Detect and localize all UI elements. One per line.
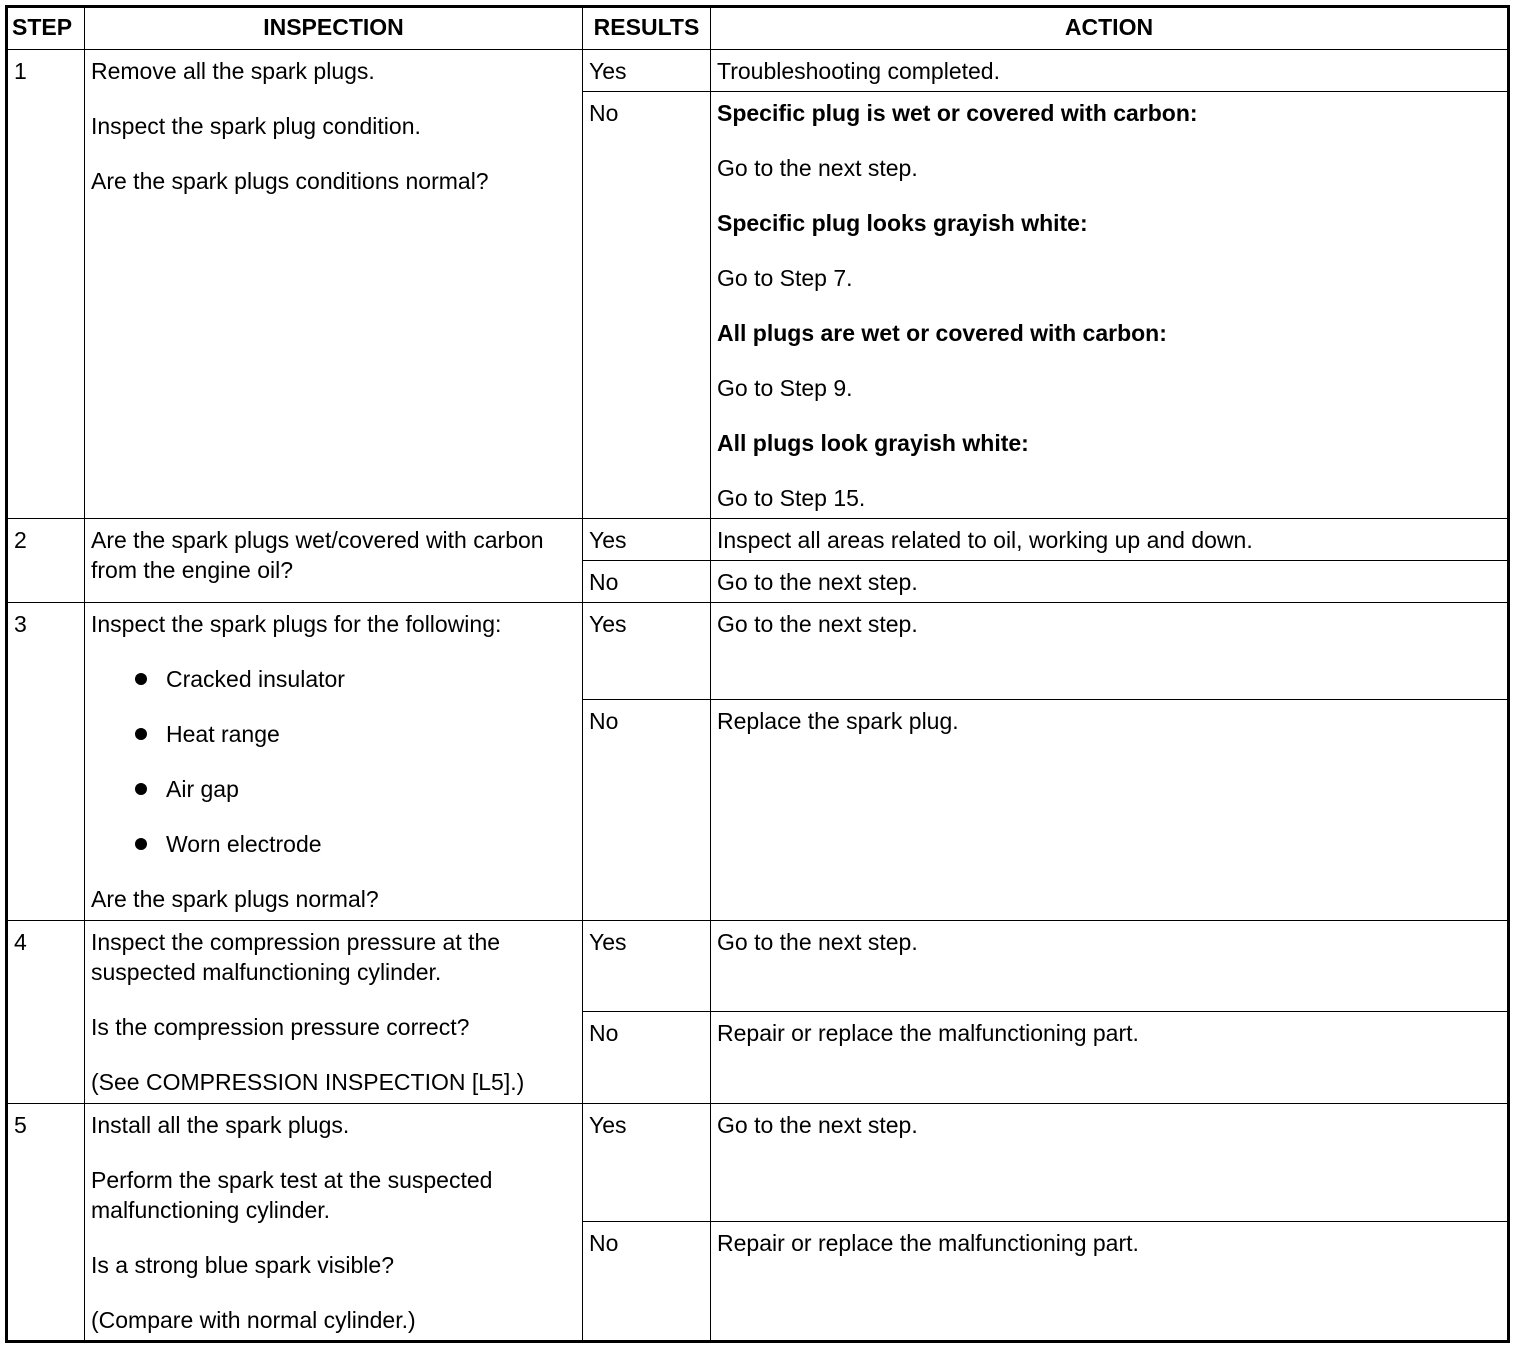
inspection-text: Inspect the spark plugs for the following: [91, 611, 502, 637]
condition-action: Go to Step 15. [717, 485, 866, 511]
list-item: Cracked insulator [135, 664, 576, 694]
header-action: ACTION [711, 7, 1509, 50]
result-yes: Yes [583, 50, 711, 92]
result-yes: Yes [583, 1104, 711, 1222]
inspection-text: Are the spark plugs normal? [91, 886, 379, 912]
list-item: Worn electrode [135, 829, 576, 859]
inspection-text: Inspect the spark plug condition. [91, 113, 421, 139]
condition-action: Go to Step 7. [717, 265, 853, 291]
step-2-yes-row [7, 519, 1509, 561]
inspection-text: Are the spark plugs conditions normal? [91, 168, 489, 194]
condition-heading: All plugs are wet or covered with carbon: [717, 320, 1167, 346]
list-item: Air gap [135, 774, 576, 804]
inspection-text: Are the spark plugs wet/covered with carbon from the engine oil? [91, 527, 544, 583]
result-no: No [583, 1012, 711, 1104]
condition-action: Go to Step 9. [717, 375, 853, 401]
step-4-yes-row [7, 921, 1509, 1012]
step-number: 5 [7, 1104, 85, 1342]
result-yes: Yes [583, 603, 711, 700]
list-item: Heat range [135, 719, 576, 749]
action-yes: Go to the next step. [711, 603, 1509, 700]
action-no [711, 92, 1509, 519]
inspection-text: Is the compression pressure correct? [91, 1014, 470, 1040]
result-no: No [583, 92, 711, 519]
troubleshooting-table [5, 5, 1510, 1343]
step-5-inspection [85, 1104, 583, 1342]
header-step: STEP [7, 7, 85, 50]
condition-heading: Specific plug is wet or covered with carbon: [717, 100, 1198, 126]
step-number: 1 [7, 50, 85, 519]
result-yes: Yes [583, 921, 711, 1012]
inspection-text: Is a strong blue spark visible? [91, 1252, 394, 1278]
step-2-inspection [85, 519, 583, 603]
step-1-yes-row [7, 50, 1509, 92]
action-no: Repair or replace the malfunctioning part. [711, 1012, 1509, 1104]
action-no: Replace the spark plug. [711, 700, 1509, 921]
result-yes: Yes [583, 519, 711, 561]
check-list [91, 664, 576, 859]
step-number: 2 [7, 519, 85, 603]
condition-heading: Specific plug looks grayish white: [717, 210, 1088, 236]
header-results: RESULTS [583, 7, 711, 50]
inspection-text: Install all the spark plugs. [91, 1112, 350, 1138]
action-yes: Go to the next step. [711, 1104, 1509, 1222]
result-no: No [583, 700, 711, 921]
action-yes: Go to the next step. [711, 921, 1509, 1012]
result-no: No [583, 561, 711, 603]
action-yes: Troubleshooting completed. [711, 50, 1509, 92]
action-yes: Inspect all areas related to oil, working up and down. [711, 519, 1509, 561]
inspection-text: Remove all the spark plugs. [91, 58, 375, 84]
action-no: Repair or replace the malfunctioning part. [711, 1222, 1509, 1342]
step-3-inspection [85, 603, 583, 921]
condition-heading: All plugs look grayish white: [717, 430, 1029, 456]
inspection-text: (See COMPRESSION INSPECTION [L5].) [91, 1069, 525, 1095]
step-1-inspection [85, 50, 583, 519]
step-number: 4 [7, 921, 85, 1104]
inspection-text: Perform the spark test at the suspected malfunctioning cylinder. [91, 1167, 493, 1223]
condition-action: Go to the next step. [717, 155, 918, 181]
inspection-text: (Compare with normal cylinder.) [91, 1307, 416, 1333]
inspection-text: Inspect the compression pressure at the suspected malfunctioning cylinder. [91, 929, 501, 985]
action-no: Go to the next step. [711, 561, 1509, 603]
header-inspection: INSPECTION [85, 7, 583, 50]
step-3-yes-row [7, 603, 1509, 700]
step-number: 3 [7, 603, 85, 921]
step-4-inspection [85, 921, 583, 1104]
result-no: No [583, 1222, 711, 1342]
step-5-yes-row [7, 1104, 1509, 1222]
header-row [7, 7, 1509, 50]
